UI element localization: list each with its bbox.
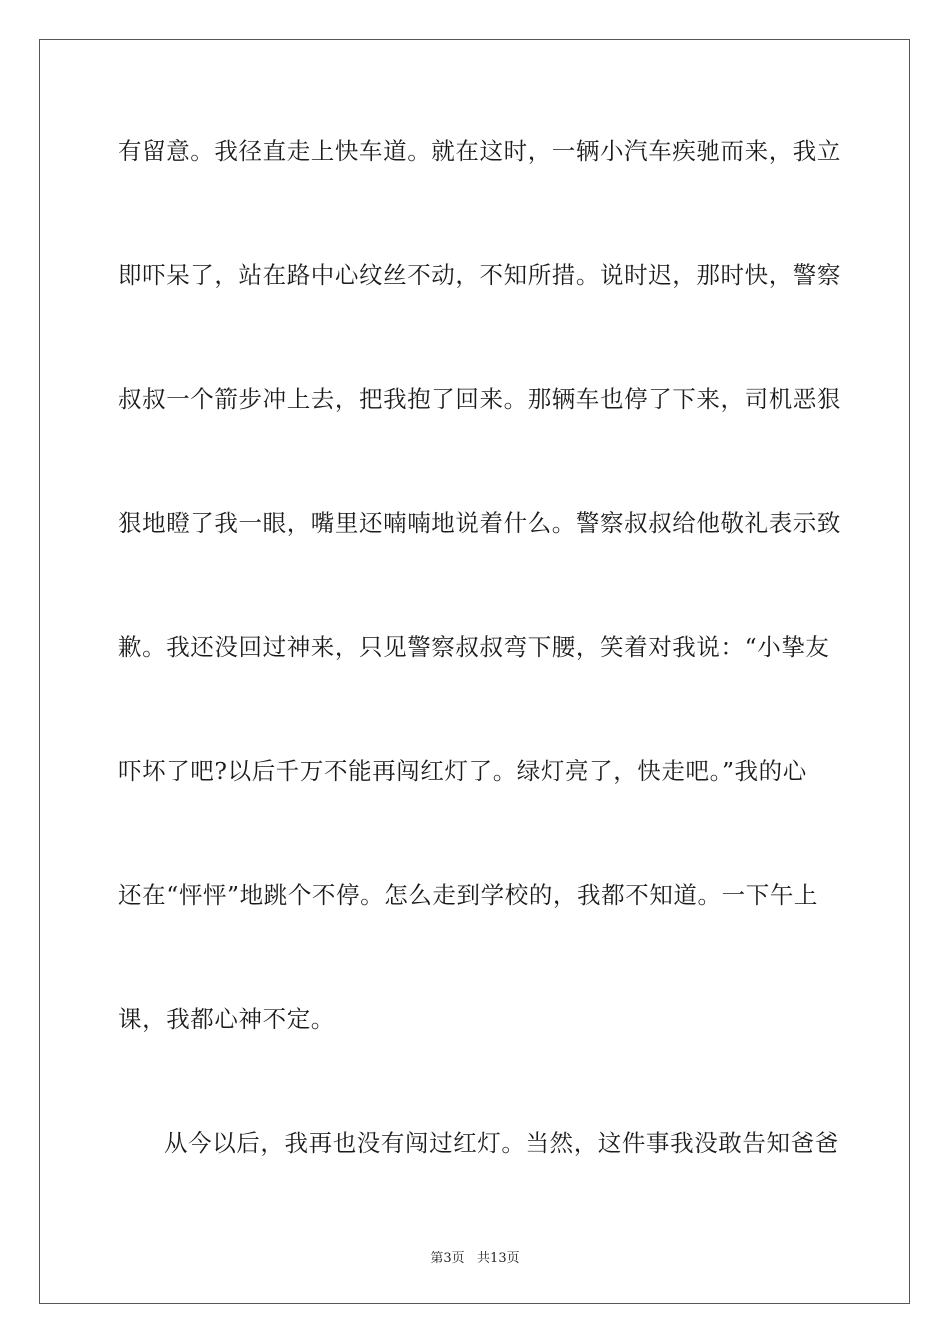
paragraph-line-8: 课，我都心神不定。 <box>118 1005 335 1033</box>
page-number-footer: 第3页 共13页 <box>430 1251 520 1266</box>
paragraph-line-7: 还在“怦怦”地跳个不停。怎么走到学校的，我都不知道。一下午上 <box>118 881 819 909</box>
paragraph-line-3: 叔叔一个箭步冲上去，把我抱了回来。那辆车也停了下来，司机恶狠 <box>118 385 841 413</box>
paragraph-line-5: 歉。我还没回过神来，只见警察叔叔弯下腰，笑着对我说：“小挚友 <box>118 633 830 661</box>
paragraph-line-2: 即吓呆了，站在路中心纹丝不动，不知所措。说时迟，那时快，警察 <box>118 261 841 289</box>
paragraph-line-1: 有留意。我径直走上快车道。就在这时，一辆小汽车疾驰而来，我立 <box>118 137 841 165</box>
paragraph-line-9: 从今以后，我再也没有闯过红灯。当然，这件事我没敢告知爸爸 <box>164 1129 839 1157</box>
paragraph-line-4: 狠地瞪了我一眼，嘴里还喃喃地说着什么。警察叔叔给他敬礼表示致 <box>118 509 841 537</box>
paragraph-line-6: 吓坏了吧?以后千万不能再闯红灯了。绿灯亮了，快走吧。”我的心 <box>118 757 807 785</box>
document-body <box>118 126 841 1242</box>
